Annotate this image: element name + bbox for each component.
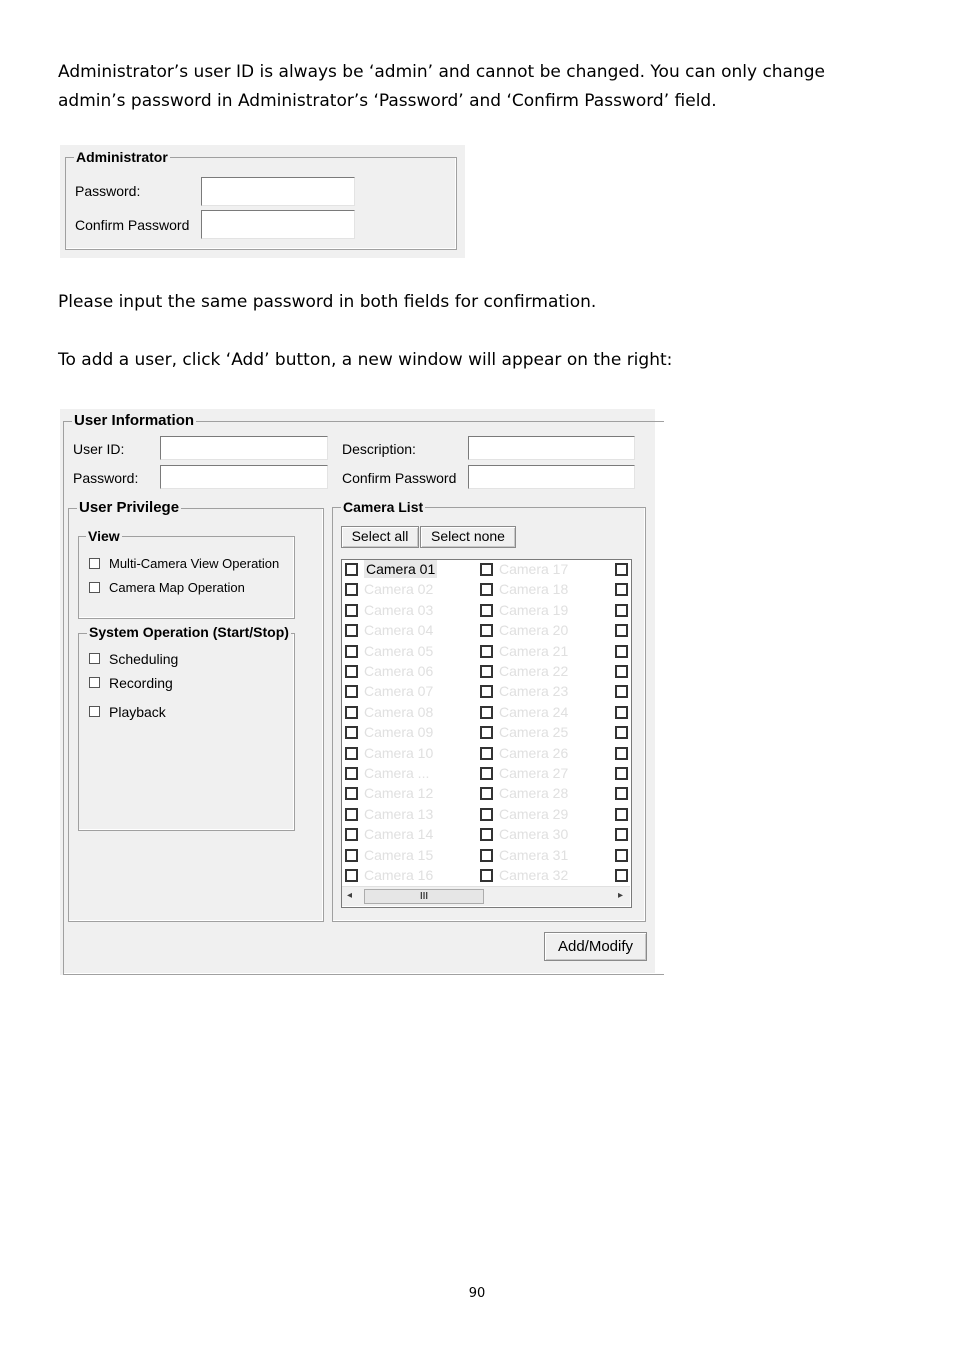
- add-modify-button[interactable]: Add/Modify: [544, 932, 647, 961]
- scroll-thumb[interactable]: III: [364, 889, 484, 904]
- camera-label: Camera 02: [364, 581, 434, 598]
- confirm-password-input[interactable]: [468, 465, 635, 489]
- camera-checkbox-partial[interactable]: [615, 645, 628, 658]
- confirm-password-label: Confirm Password: [342, 470, 457, 486]
- camera-label: Camera 32: [499, 867, 569, 883]
- para-add: To add a user, click ‘Add’ button, a new window will appear on the right:: [58, 350, 673, 370]
- administrator-panel-screenshot: [60, 145, 465, 258]
- camera-checkbox-partial[interactable]: [615, 563, 628, 576]
- camera-checkbox[interactable]: [480, 685, 493, 698]
- recording-checkbox[interactable]: [89, 677, 100, 688]
- intro-line-2: admin’s password in Administrator’s ‘Password’ and ‘Confirm Password’ field.: [58, 91, 717, 111]
- camera-label: Camera 08: [364, 703, 434, 720]
- camera-list-scrollbar[interactable]: [342, 886, 630, 906]
- camera-checkbox-partial[interactable]: [615, 685, 628, 698]
- camera-label: Camera 19: [499, 601, 569, 618]
- camera-list-legend: Camera List: [343, 499, 424, 515]
- camera-label: Camera 14: [364, 826, 434, 843]
- camera-checkbox-partial[interactable]: [615, 828, 628, 841]
- camera-checkbox[interactable]: [480, 747, 493, 760]
- admin-password-input[interactable]: [201, 177, 355, 206]
- camera-checkbox[interactable]: [480, 563, 493, 576]
- camera-label: Camera 03: [364, 601, 434, 618]
- camera-checkbox[interactable]: [480, 583, 493, 596]
- camera-checkbox[interactable]: [480, 828, 493, 841]
- camera-checkbox[interactable]: [345, 726, 358, 739]
- multi-camera-view-label: Multi-Camera View Operation: [109, 556, 280, 571]
- user-id-label: User ID:: [73, 441, 125, 457]
- admin-password-label: Password:: [75, 183, 141, 199]
- camera-checkbox[interactable]: [480, 787, 493, 800]
- camera-label: Camera 01: [366, 561, 436, 577]
- camera-checkbox[interactable]: [345, 665, 358, 678]
- camera-checkbox[interactable]: [345, 787, 358, 800]
- scroll-left-arrow-icon[interactable]: ◂: [347, 890, 353, 901]
- view-legend: View: [88, 528, 120, 544]
- camera-checkbox[interactable]: [345, 583, 358, 596]
- camera-label: Camera 20: [499, 622, 569, 639]
- camera-checkbox[interactable]: [345, 604, 358, 617]
- camera-checkbox-partial[interactable]: [615, 624, 628, 637]
- camera-label: Camera 16: [364, 867, 434, 883]
- camera-label: Camera 31: [499, 846, 569, 863]
- camera-checkbox[interactable]: [480, 767, 493, 780]
- camera-checkbox[interactable]: [480, 726, 493, 739]
- user-privilege-legend: User Privilege: [79, 499, 180, 516]
- camera-checklist[interactable]: [341, 559, 632, 908]
- page-number: 90: [468, 1286, 486, 1301]
- camera-label: Camera 05: [364, 642, 434, 659]
- camera-checkbox-partial[interactable]: [615, 747, 628, 760]
- view-groupbox: [78, 536, 295, 619]
- camera-checkbox[interactable]: [480, 604, 493, 617]
- camera-label: Camera ...: [364, 765, 430, 781]
- camera-label: Camera 29: [499, 805, 569, 822]
- camera-checkbox-partial[interactable]: [615, 706, 628, 719]
- camera-label: Camera 26: [499, 744, 569, 761]
- camera-label: Camera 30: [499, 826, 569, 843]
- admin-confirm-label: Confirm Password: [75, 217, 190, 233]
- camera-checkbox[interactable]: [480, 706, 493, 719]
- camera-checkbox-partial[interactable]: [615, 808, 628, 821]
- camera-checkbox-partial[interactable]: [615, 767, 628, 780]
- playback-label: Playback: [109, 704, 166, 720]
- recording-label: Recording: [109, 675, 173, 691]
- camera-checkbox[interactable]: [480, 849, 493, 862]
- para-confirm: Please input the same password in both fields for confirmation.: [58, 292, 597, 312]
- camera-checkbox[interactable]: [345, 685, 358, 698]
- user-id-input[interactable]: [160, 436, 328, 460]
- camera-checkbox[interactable]: [480, 624, 493, 637]
- camera-label: Camera 09: [364, 724, 434, 741]
- select-all-button[interactable]: Select all: [341, 526, 419, 548]
- camera-map-label: Camera Map Operation: [109, 580, 245, 595]
- administrator-legend: Administrator: [76, 149, 168, 165]
- camera-checkbox[interactable]: [480, 645, 493, 658]
- camera-checkbox-partial[interactable]: [615, 583, 628, 596]
- camera-checkbox-partial[interactable]: [615, 787, 628, 800]
- camera-map-checkbox[interactable]: [89, 582, 100, 593]
- camera-checkbox-partial[interactable]: [615, 726, 628, 739]
- camera-label: Camera 24: [499, 703, 569, 720]
- camera-label: Camera 25: [499, 724, 569, 741]
- user-form-screenshot: [60, 409, 655, 975]
- camera-label: Camera 22: [499, 663, 569, 679]
- camera-label: Camera 15: [364, 846, 434, 863]
- camera-label: Camera 17: [499, 561, 569, 577]
- camera-checkbox[interactable]: [345, 624, 358, 637]
- multi-camera-view-checkbox[interactable]: [89, 558, 100, 569]
- password-input[interactable]: [160, 465, 328, 489]
- camera-checkbox-partial[interactable]: [615, 849, 628, 862]
- camera-label: Camera 23: [499, 683, 569, 700]
- scheduling-checkbox[interactable]: [89, 653, 100, 664]
- camera-label: Camera 10: [364, 744, 434, 761]
- camera-checkbox[interactable]: [480, 665, 493, 678]
- camera-checkbox[interactable]: [345, 747, 358, 760]
- intro-line-1: Administrator’s user ID is always be ‘admin’ and cannot be changed. You can only change: [58, 62, 826, 82]
- camera-checkbox[interactable]: [345, 828, 358, 841]
- camera-label: Camera 18: [499, 581, 569, 598]
- system-operation-legend: System Operation (Start/Stop): [89, 624, 289, 640]
- camera-label: Camera 12: [364, 785, 434, 802]
- camera-label: Camera 07: [364, 683, 434, 700]
- admin-confirm-input[interactable]: [201, 210, 355, 239]
- camera-checkbox-partial[interactable]: [615, 665, 628, 678]
- camera-checkbox[interactable]: [345, 849, 358, 862]
- password-label: Password:: [73, 470, 139, 486]
- camera-label: Camera 13: [364, 805, 434, 822]
- description-input[interactable]: [468, 436, 635, 460]
- camera-checkbox-partial[interactable]: [615, 869, 628, 882]
- camera-checkbox[interactable]: [345, 767, 358, 780]
- description-label: Description:: [342, 441, 416, 457]
- camera-checkbox[interactable]: [480, 869, 493, 882]
- scheduling-label: Scheduling: [109, 651, 179, 667]
- camera-checkbox[interactable]: [345, 645, 358, 658]
- camera-checkbox[interactable]: [345, 808, 358, 821]
- camera-label: Camera 21: [499, 642, 569, 659]
- scroll-right-arrow-icon[interactable]: ▸: [618, 890, 624, 901]
- camera-checkbox[interactable]: [345, 869, 358, 882]
- camera-checkbox[interactable]: [345, 706, 358, 719]
- camera-label: Camera 28: [499, 785, 569, 802]
- user-info-legend: User Information: [74, 412, 195, 429]
- playback-checkbox[interactable]: [89, 706, 100, 717]
- camera-checkbox[interactable]: [345, 563, 358, 576]
- camera-checkbox[interactable]: [480, 808, 493, 821]
- camera-label: Camera 04: [364, 622, 434, 639]
- camera-label: Camera 06: [364, 663, 434, 679]
- camera-checkbox-partial[interactable]: [615, 604, 628, 617]
- select-none-button[interactable]: Select none: [420, 526, 516, 548]
- camera-label: Camera 27: [499, 765, 569, 781]
